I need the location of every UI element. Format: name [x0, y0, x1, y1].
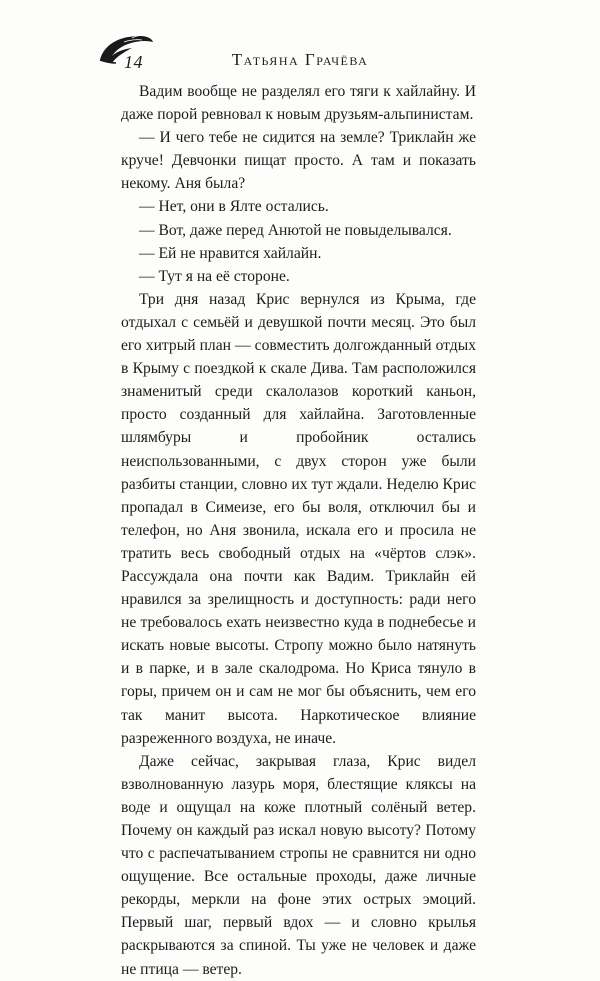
paragraph: Три дня назад Крис вернулся из Крыма, где отдыхал с семьёй и девушкой почти месяц. Это был его хитрый план — совместить долгожданный отдых в Крыму с поездкой к скале Дива. Там расположился знаменитый среди скалолазов короткий каньон, просто созданный для хайлайна. Заготовленные шлямбуры и пробойник остались неиспользованными, с двух сторон уже были разбиты станции, словно их тут ждали. Неделю Крис пропадал в Симеизе, его бы воля, отключил бы и телефон, но Аня звонила, искала его и просила не тратить весь свободный отдых на «чёртов слэк». Рассуждала она почти как Вадим. Триклайн ей нравился за зрелищность и доступность: ради него не требовалось ехать неизвестно куда в поднебесье и искать новые высоты. Стропу можно было натянуть и в парке, и в зале скалодрома. Но Криса тянуло в горы, причем он и сам не мог бы объяснить, чем его так манит высота. Наркотическое влияние разреженного воздуха, не иначе. — [121, 290, 476, 747]
paragraph: — Вот, даже перед Анютой не повыделывался. — [139, 221, 452, 239]
running-title: Татьяна Грачёва — [231, 50, 369, 69]
page-number: 14 — [124, 52, 143, 72]
paragraph: Вадим вообще не разделял его тяги к хайлайну. И даже порой ревновал к новым друзьям-альпинистам. — [121, 83, 476, 124]
paragraph: Даже сейчас, закрывая глаза, Крис видел взволнованную лазурь моря, блестящие кляксы на воде и ощущал на коже плотный солёный ветер. Почему он каждый раз искал новую высоту? Потому что с распечатыванием стропы не сравнится ни одно ощущение. Все остальные проходы, даже личные рекорды, меркли на фоне этих острых эмоций. Первый шаг, первый вдох — и словно крылья раскрываются за спиной. Ты уже не человек и даже не птица — ветер. — [121, 752, 476, 978]
paragraph: — Тут я на её стороне. — [139, 267, 290, 285]
body-text — [121, 80, 476, 981]
page-header — [0, 28, 600, 78]
paragraph: — Нет, они в Ялте остались. — [139, 198, 329, 216]
paragraph: — Ей не нравится хайлайн. — [139, 244, 322, 262]
paragraph: — И чего тебе не сидится на земле? Триклайн же круче! Девчонки пищат просто. А там и показать некому. Аня была? — [121, 129, 476, 193]
